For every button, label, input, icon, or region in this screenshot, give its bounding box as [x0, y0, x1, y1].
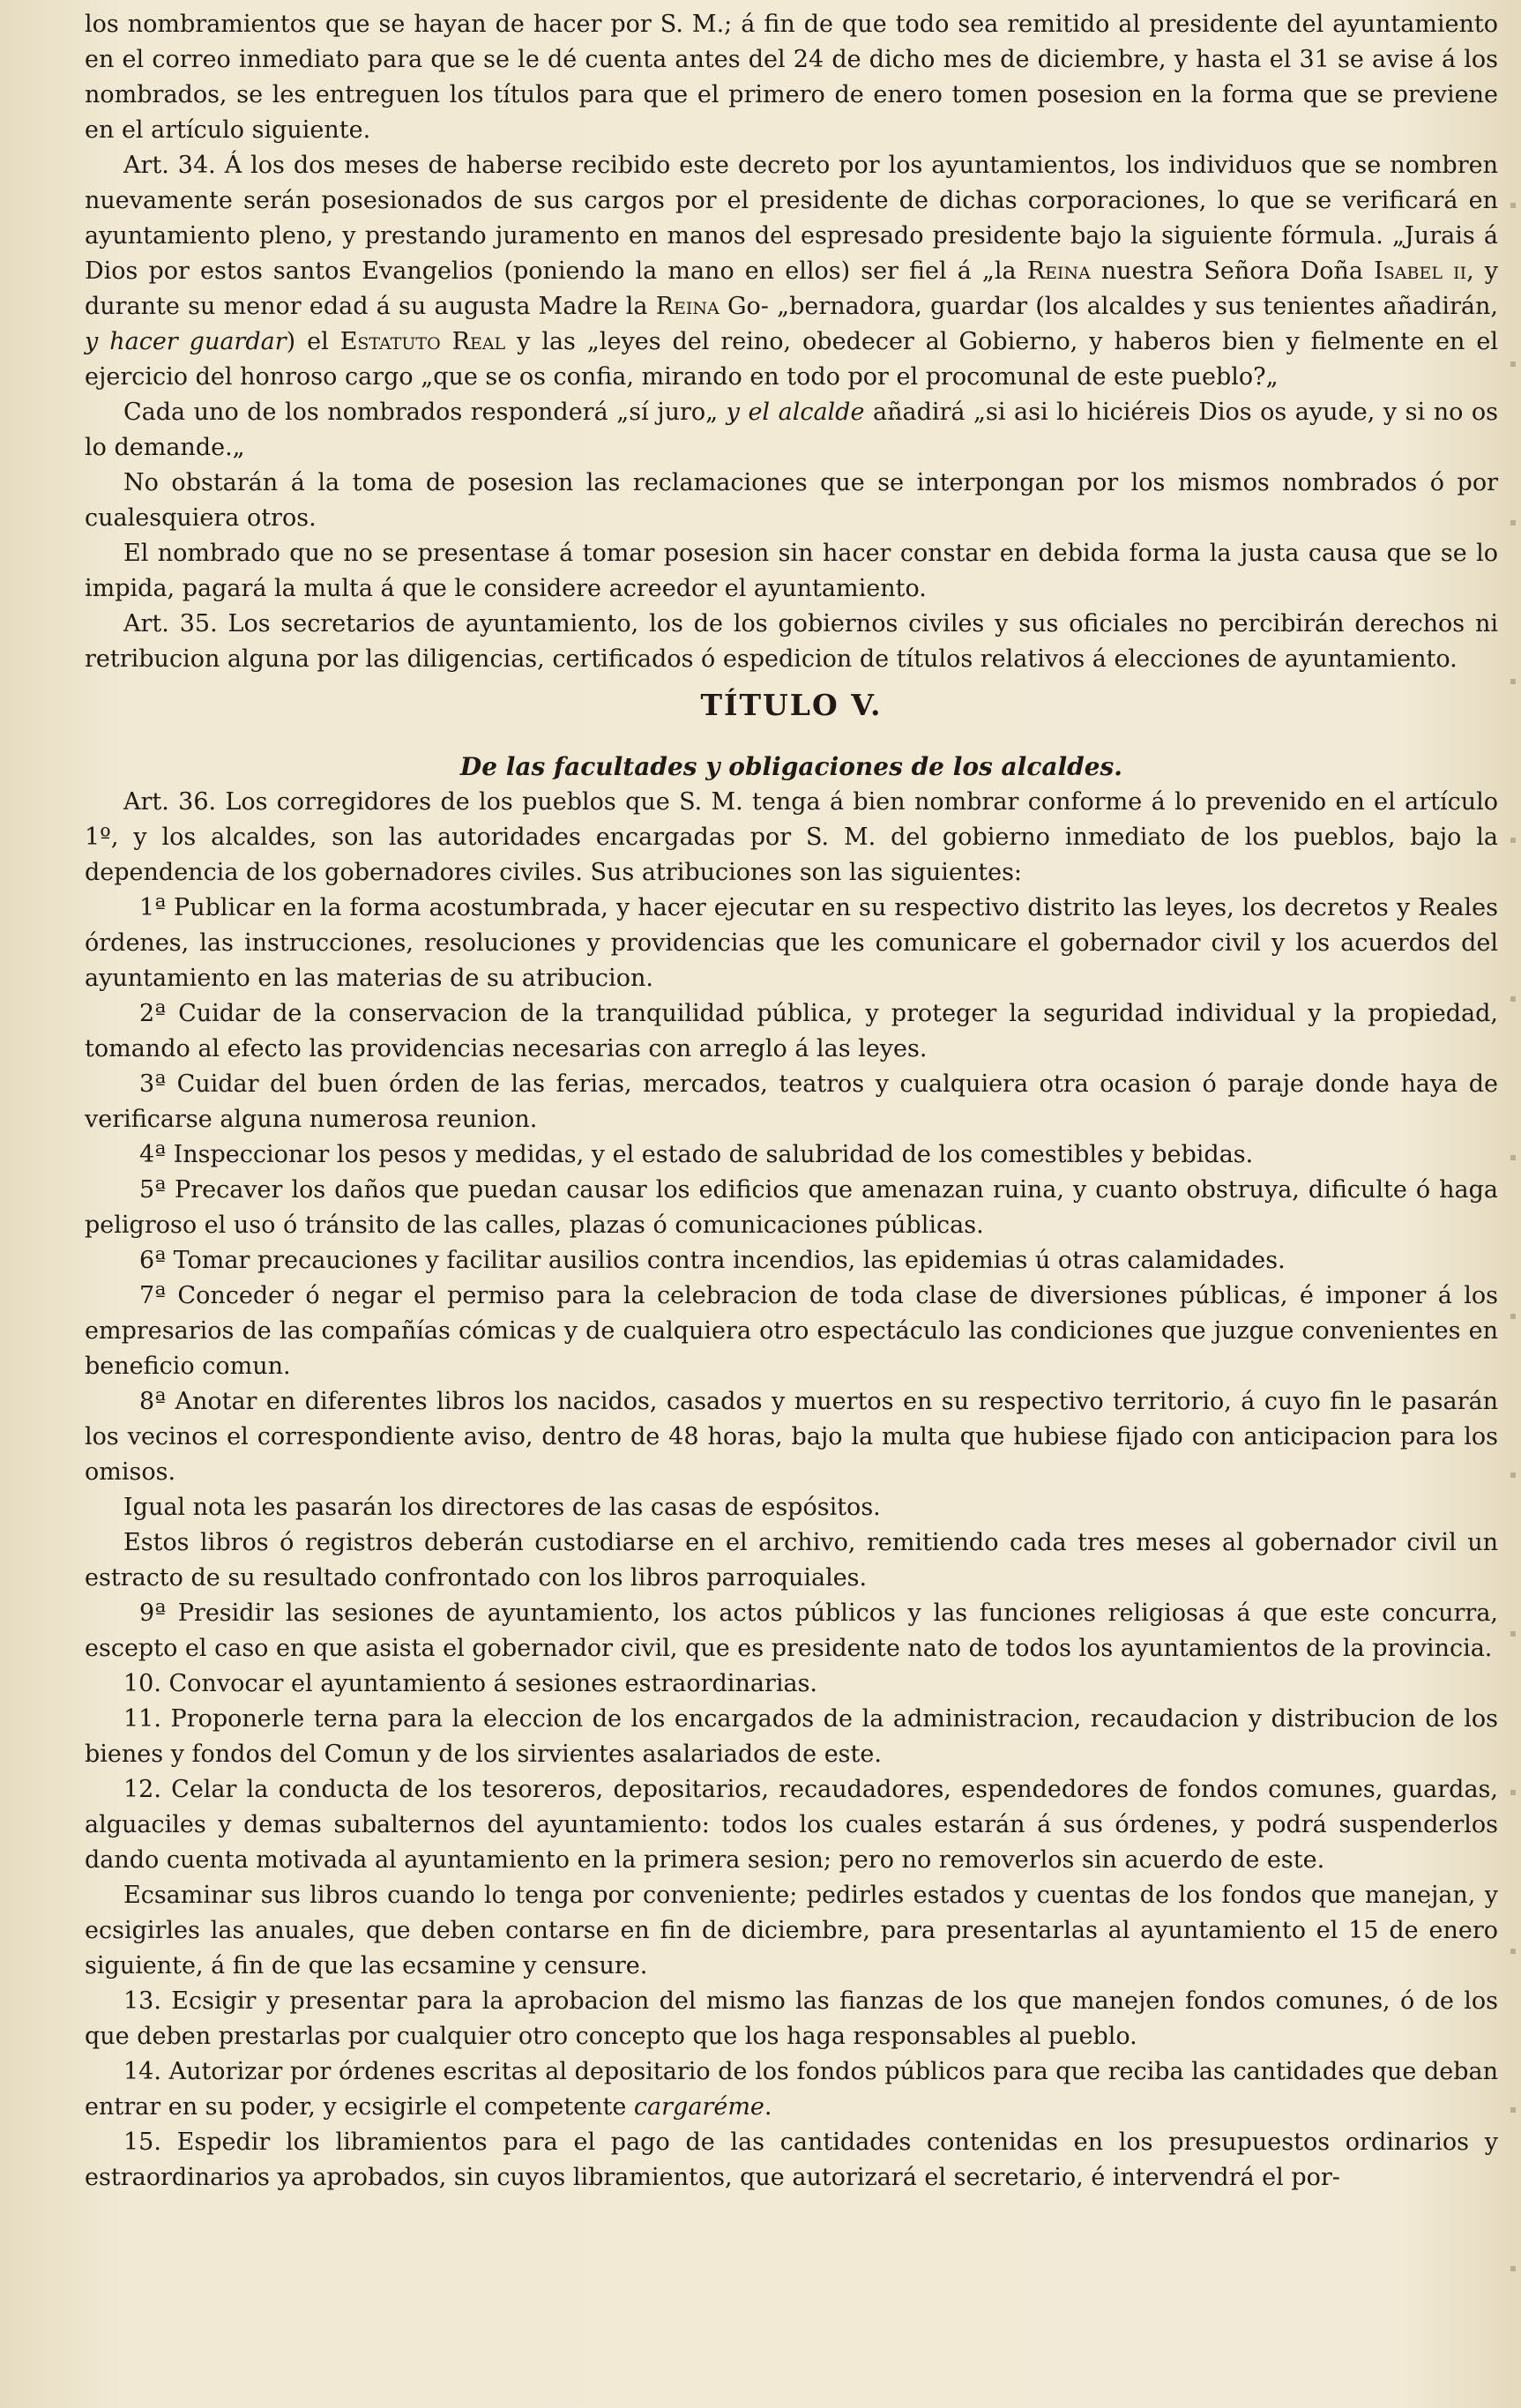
paragraph: No obstarán á la toma de posesion las reclamaciones que se interpongan por los mismos nombrados ó por cualesquiera otros. [85, 469, 1498, 532]
paragraph: Cada uno de los nombrados responderá „sí juro„ y el alcalde añadirá „si asi lo hiciéreis Dios os ayude, y si no os lo demande.„ [85, 399, 1498, 461]
section-title: TÍTULO V. [700, 688, 883, 722]
paragraph: 5ª Precaver los daños que puedan causar los edificios que amenazan ruina, y cuanto obstruya, dificulte ó haga peligroso el uso ó tránsito de las calles, plazas ó comunicaciones públicas. [85, 1176, 1498, 1239]
paragraph: Art. 34. Á los dos meses de haberse recibido este decreto por los ayuntamientos, los individuos que se nombren nuevamente serán posesionados de sus cargos por el presidente de dichas corporaciones, lo que se verificará en ayuntamiento pleno, y prestando juramento en manos del espresado presidente bajo la siguiente fórmula. „Jurais á Dios por estos santos Evangelios (poniendo la mano en ellos) ser fiel á „la Reina nuestra Señora Doña Isabel ii, y durante su menor edad á su augusta Madre la Reina Go- „bernadora, guardar (los alcaldes y sus tenientes añadirán, y hacer guardar) el Estatuto Real y las „leyes del reino, obedecer al Gobierno, y haberos bien y fielmente en el ejercicio del honroso cargo „que se os confia, mirando en todo por el procomunal de este pueblo?„ [85, 152, 1498, 391]
paragraph: 2ª Cuidar de la conservacion de la tranquilidad pública, y proteger la seguridad individual y la propiedad, tomando al efecto las providencias necesarias con arreglo á las leyes. [85, 1000, 1498, 1062]
paragraph: 7ª Conceder ó negar el permiso para la celebracion de toda clase de diversiones públicas, é imponer á los empresarios de las compañías cómicas y de cualquiera otro espectáculo las condiciones que juzgue convenientes en beneficio comun. [85, 1282, 1498, 1380]
page-edge-shadow [1510, 123, 1516, 2328]
section-subtitle: De las facultades y obligaciones de los alcaldes. [459, 752, 1123, 781]
paragraph: Igual nota les pasarán los directores de las casas de espósitos. [123, 1494, 881, 1521]
paragraph: los nombramientos que se hayan de hacer por S. M.; á fin de que todo sea remitido al presidente del ayuntamiento en el correo inmediato para que se le dé cuenta antes del 24 de dicho mes de diciembre, y hasta el 31 se avise á los nombrados, se les entreguen los títulos para que el primero de enero tomen posesion en la forma que se previene en el artículo siguiente. [85, 11, 1498, 144]
paragraph: 1ª Publicar en la forma acostumbrada, y hacer ejecutar en su respectivo distrito las leyes, los decretos y Reales órdenes, las instrucciones, resoluciones y providencias que les comunicare el gobernador civil y los acuerdos del ayuntamiento en las materias de su atribucion. [85, 894, 1498, 992]
paragraph: 11. Proponerle terna para la eleccion de los encargados de la administracion, recaudacion y distribucion de los bienes y fondos del Comun y de los sirvientes asalariados de este. [85, 1705, 1498, 1768]
paragraph: 6ª Tomar precauciones y facilitar ausilios contra incendios, las epidemias ú otras calamidades. [139, 1247, 1286, 1274]
paragraph: 13. Ecsigir y presentar para la aprobacion del mismo las fianzas de los que manejen fondos comunes, ó de los que deben prestarlas por cualquier otro concepto que los haga responsables al pueblo. [85, 1987, 1498, 2050]
section-articles-34-35 [85, 7, 1498, 677]
section-article-36 [85, 785, 1498, 2196]
paragraph: 3ª Cuidar del buen órden de las ferias, mercados, teatros y cualquiera otra ocasion ó paraje donde haya de verificarse alguna numerosa reunion. [85, 1070, 1498, 1133]
document-body [85, 7, 1498, 2196]
paragraph: 12. Celar la conducta de los tesoreros, depositarios, recaudadores, espendedores de fondos comunes, guardas, alguaciles y demas subalternos del ayuntamiento: todos los cuales estarán á sus órdenes, y podrá suspenderlos dando cuenta motivada al ayuntamiento en la primera sesion; pero no removerlos sin acuerdo de este. [85, 1776, 1498, 1874]
paragraph: 14. Autorizar por órdenes escritas al depositario de los fondos públicos para que reciba las cantidades que deban entrar en su poder, y ecsigirle el competente cargaréme. [85, 2058, 1498, 2121]
paragraph: 10. Convocar el ayuntamiento á sesiones estraordinarias. [123, 1670, 818, 1697]
paragraph: 8ª Anotar en diferentes libros los nacidos, casados y muertos en su respectivo territorio, á cuyo fin le pasarán los vecinos el correspondiente aviso, dentro de 48 horas, bajo la multa que hubiese fijado con anticipacion para los omisos. [85, 1388, 1498, 1486]
paragraph: Ecsaminar sus libros cuando lo tenga por conveniente; pedirles estados y cuentas de los fondos que manejan, y ecsigirles las anuales, que deben contarse en fin de diciembre, para presentarlas al ayuntamiento el 15 de enero siguiente, á fin de que las ecsamine y censure. [85, 1882, 1498, 1979]
paragraph: 15. Espedir los libramientos para el pago de las cantidades contenidas en los presupuestos ordinarios y estraordinarios ya aprobados, sin cuyos libramientos, que autorizará el secretario, é intervendrá el por- [85, 2128, 1498, 2191]
paragraph: Art. 35. Los secretarios de ayuntamiento, los de los gobiernos civiles y sus oficiales no percibirán derechos ni retribucion alguna por las diligencias, certificados ó espedicion de títulos relativos á elecciones de ayuntamiento. [85, 610, 1498, 673]
paragraph: 4ª Inspeccionar los pesos y medidas, y el estado de salubridad de los comestibles y bebidas. [139, 1141, 1254, 1168]
paragraph: El nombrado que no se presentase á tomar posesion sin hacer constar en debida forma la justa causa que se lo impida, pagará la multa á que le considere acreedor el ayuntamiento. [85, 540, 1498, 602]
paragraph: 9ª Presidir las sesiones de ayuntamiento, los actos públicos y las funciones religiosas á que este concurra, escepto el caso en que asista el gobernador civil, que es presidente nato de todos los ayuntamientos de la provincia. [85, 1599, 1498, 1662]
paragraph: Art. 36. Los corregidores de los pueblos que S. M. tenga á bien nombrar conforme á lo prevenido en el artículo 1º, y los alcaldes, son las autoridades encargadas por S. M. del gobierno inmediato de los pueblos, bajo la dependencia de los gobernadores civiles. Sus atribuciones son las siguientes: [85, 788, 1498, 886]
paragraph: Estos libros ó registros deberán custodiarse en el archivo, remitiendo cada tres meses al gobernador civil un estracto de su resultado confrontado con los libros parroquiales. [85, 1529, 1498, 1592]
